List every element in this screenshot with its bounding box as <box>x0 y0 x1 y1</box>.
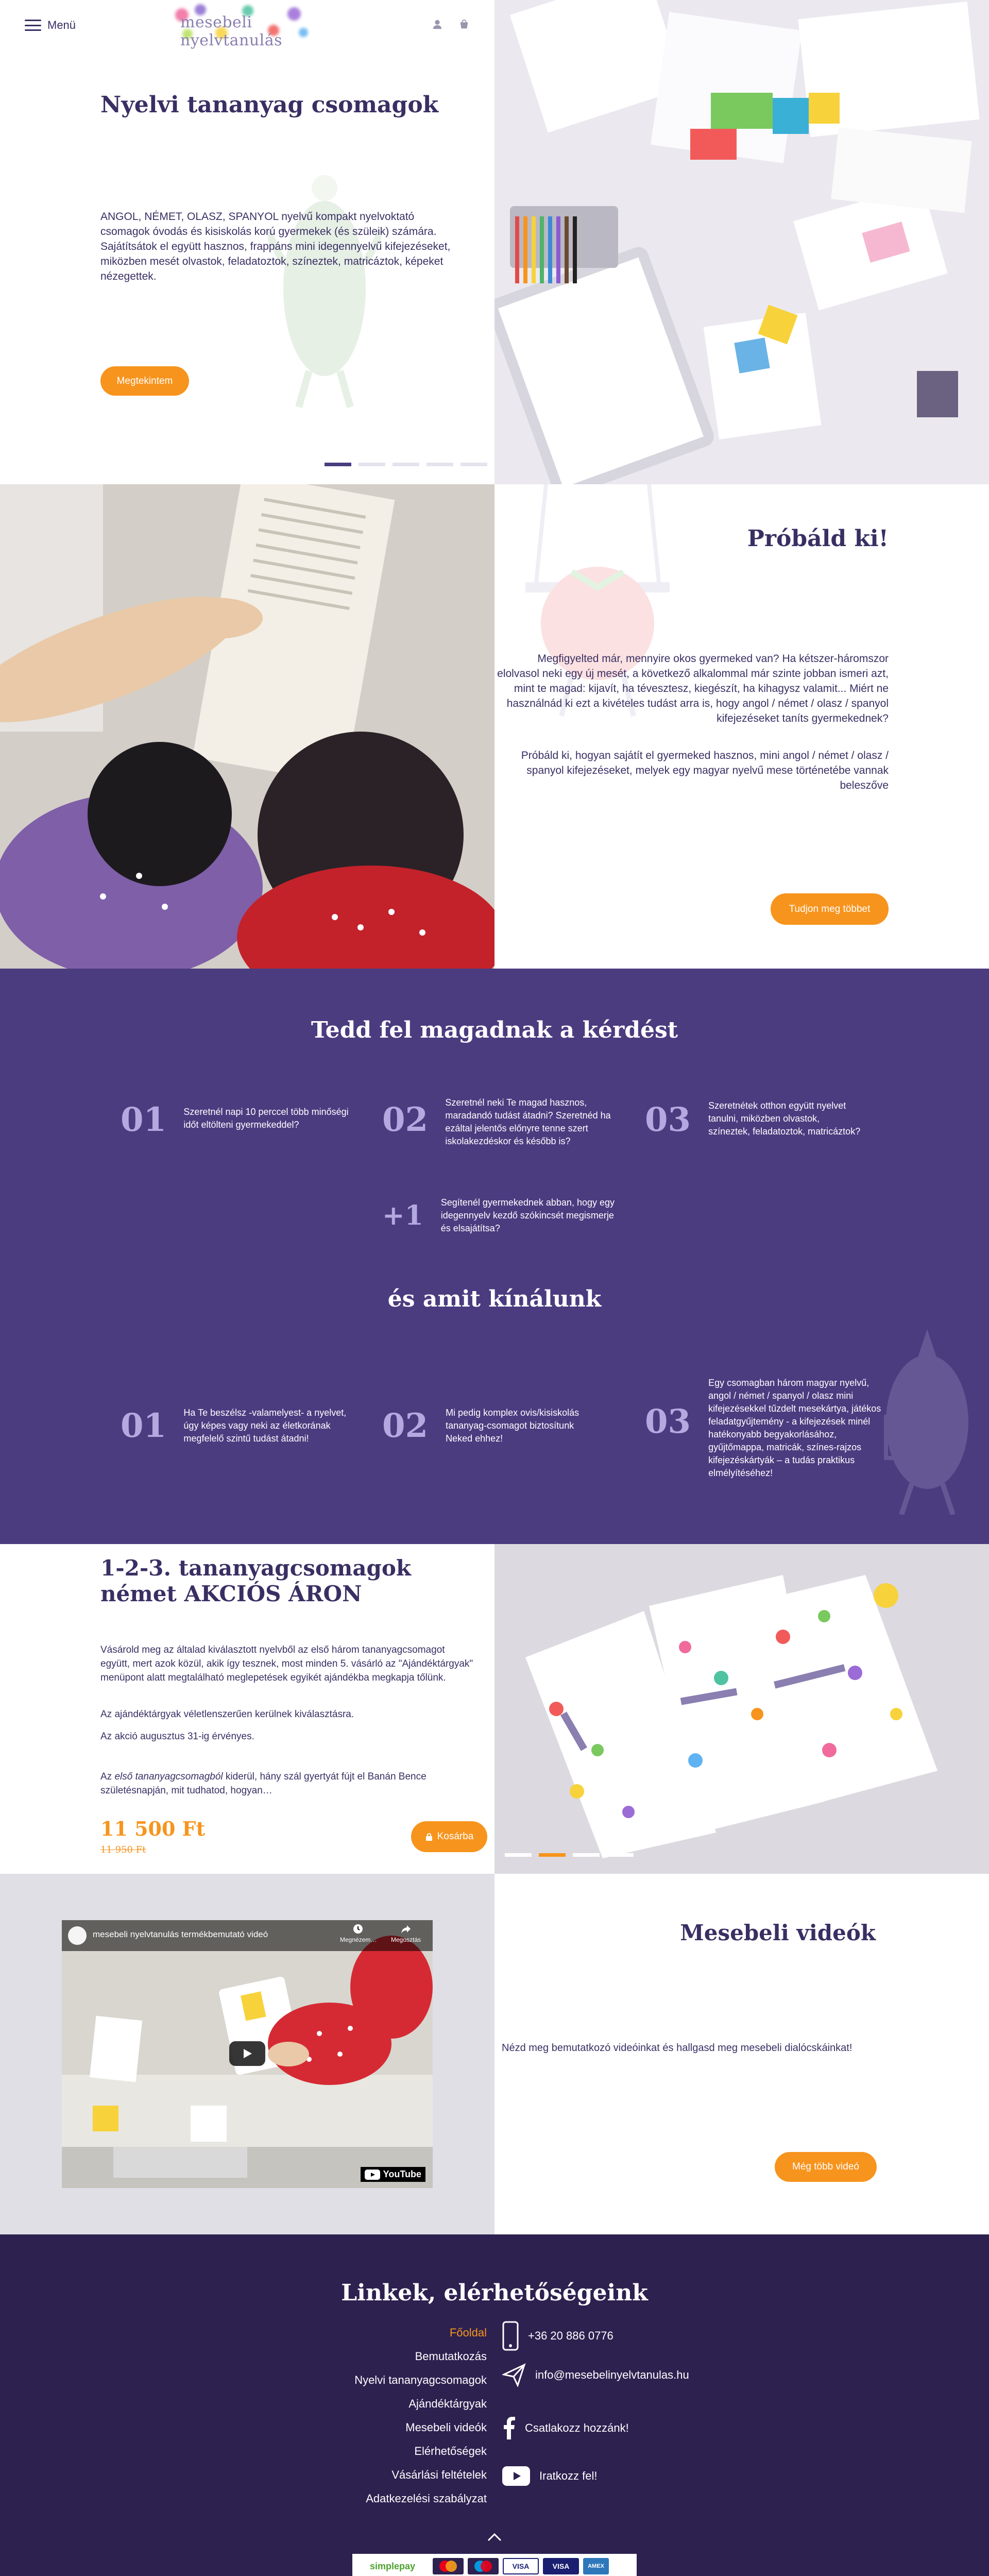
youtube-icon <box>365 2170 380 2180</box>
question-item <box>121 1100 357 1139</box>
questions-section <box>0 969 989 1544</box>
maestro-logo <box>468 2558 499 2574</box>
offer-text: Ha Te beszélsz -valamelyest- a nyelvet, úgy képes vagy neki az életkorának megfelelő szintű tudást átadni! <box>183 1408 347 1444</box>
video-top-bar <box>62 1920 433 1951</box>
footer-link-gifts[interactable]: Ajándéktárgyak <box>408 2397 487 2410</box>
questions-title: Tedd fel magadnak a kérdést <box>311 1017 678 1043</box>
youtube-logo[interactable] <box>361 2167 425 2182</box>
share-label: Megosztás <box>390 1936 421 1943</box>
more-videos-button[interactable]: Még több videó <box>775 2152 877 2182</box>
scroll-top-icon[interactable] <box>486 2532 503 2543</box>
promo-paragraph-2: Az ajándéktárgyak véletlenszerűen kerülnek kiválasztásra. <box>100 1709 354 1720</box>
footer-link-home[interactable]: Főoldal <box>449 2326 487 2339</box>
try-more-button[interactable]: Tudjon meg többet <box>771 893 889 925</box>
watch-later-button[interactable] <box>340 1923 376 1943</box>
amex-logo: AMEX <box>583 2558 609 2574</box>
promo-paragraph-4-prefix: Az <box>100 1771 115 1782</box>
menu-button[interactable] <box>25 19 76 32</box>
hero-text-panel <box>0 0 494 484</box>
hero-photo-placeholder <box>494 0 989 484</box>
hero-slider-dots[interactable] <box>325 463 487 466</box>
product-price: 11 500 Ft <box>100 1817 206 1840</box>
promo-photo-placeholder <box>494 1544 989 1874</box>
watch-later-label: Megnézem… <box>340 1936 377 1943</box>
question-number: 02 <box>382 1100 429 1139</box>
cart-icon[interactable] <box>458 19 470 30</box>
offer-number: 03 <box>645 1402 691 1441</box>
question-number: 01 <box>121 1100 167 1139</box>
question-item <box>645 1099 882 1138</box>
video-title[interactable]: mesebeli nyelvtanulás termékbemutató videó <box>93 1929 268 1939</box>
facebook-icon <box>502 2417 516 2439</box>
videos-text: Nézd meg bemutatkozó videóinkat és hallgasd meg mesebeli dialócskáinkat! <box>502 2042 852 2054</box>
slider-dot[interactable] <box>505 1853 532 1857</box>
promo-paragraph-4-italic: első tananyagcsomagból <box>114 1771 223 1782</box>
promo-image <box>494 1544 989 1874</box>
footer-link-packages[interactable]: Nyelvi tananyagcsomagok <box>354 2374 487 2386</box>
youtube-label: Iratkozz fel! <box>539 2469 598 2482</box>
footer-link-videos[interactable]: Mesebeli videók <box>405 2421 487 2434</box>
footer-youtube[interactable] <box>502 2466 597 2486</box>
add-to-cart-button[interactable] <box>411 1821 487 1852</box>
facebook-label: Csatlakozz hozzánk! <box>525 2421 629 2434</box>
slider-dot[interactable] <box>607 1853 634 1857</box>
mastercard-icon <box>436 2559 460 2573</box>
promo-paragraph-4-suffix: kiderül, hány szál gyertyát fújt el Banán Bence születésnapján, mit tudhatod, hogyan… <box>100 1771 427 1796</box>
phone-number: +36 20 886 0776 <box>528 2329 613 2342</box>
footer-title: Linkek, elérhetőségeink <box>341 2280 648 2306</box>
footer-facebook[interactable] <box>502 2417 629 2439</box>
question-number: 03 <box>645 1100 691 1139</box>
promo-slider-dots[interactable] <box>505 1853 634 1857</box>
offer-text: Mi pedig komplex ovis/kisiskolás tananyag-csomagot biztosítunk Neked ehhez! <box>446 1408 579 1444</box>
videos-title: Mesebeli videók <box>680 1920 876 1945</box>
slider-dot[interactable] <box>393 463 419 466</box>
site-header <box>0 0 494 52</box>
slider-dot[interactable] <box>539 1853 566 1857</box>
youtube-video-embed[interactable] <box>62 1920 433 2188</box>
hamburger-icon <box>25 20 41 31</box>
hero-title: Nyelvi tananyag csomagok <box>100 92 439 118</box>
question-text: Szeretnél napi 10 perccel több minőségi időt eltölteni gyermekeddel? <box>183 1107 349 1130</box>
visa-logo: VISA <box>503 2558 539 2574</box>
mastercard-logo <box>433 2558 464 2574</box>
footer-email[interactable] <box>502 2363 689 2387</box>
question-item <box>382 1196 619 1235</box>
offer-item <box>645 1377 887 1480</box>
visa-electron-logo: VISA <box>543 2558 579 2574</box>
try-image <box>0 484 494 969</box>
play-button[interactable] <box>229 2041 265 2066</box>
channel-avatar[interactable] <box>68 1926 87 1945</box>
promo-title: 1-2-3. tananyagcsomagok német AKCIÓS ÁRON <box>100 1555 412 1606</box>
hero-section <box>0 0 989 484</box>
question-item <box>382 1096 619 1148</box>
try-section <box>0 484 989 969</box>
question-text: Szeretnél neki Te magad hasznos, maradandó tudást átadni? Szeretnéd ha ezáltal jelentős előnyre tenne szert iskolakezdéskor és később is? <box>445 1097 611 1146</box>
offer-text: Egy csomagban három magyar nyelvű, angol / német / spanyol / olasz mini kifejezésekkel tűzdelt mesekártya, játékos feladatgyűjtemény - a kifejezések minél hatékonyabb begyakorlásához, gyűjtőmappa, matricák, színes-rajzos kifejezéskártyák – a tudás praktikus elmélyítéséhez! <box>708 1378 881 1478</box>
question-text: Segítenél gyermekednek abban, hogy egy idegennyelv kezdő szókincsét megismerje és elsajátítsa? <box>440 1197 615 1233</box>
try-text-panel <box>494 484 989 969</box>
footer-nav <box>354 2321 487 2511</box>
videos-section <box>0 1874 989 2234</box>
offer-item <box>382 1406 619 1445</box>
share-icon <box>400 1923 412 1935</box>
video-panel <box>0 1874 494 2234</box>
simplepay-logo: simplepay <box>369 2561 416 2571</box>
clock-icon <box>352 1923 364 1935</box>
site-logo[interactable] <box>170 2 314 49</box>
footer-phone[interactable] <box>502 2321 613 2351</box>
footer-link-contacts[interactable]: Elérhetőségek <box>414 2445 487 2458</box>
youtube-icon <box>502 2466 530 2486</box>
send-icon <box>502 2363 526 2387</box>
play-icon <box>229 2041 265 2066</box>
share-button[interactable] <box>386 1923 425 1943</box>
footer-link-privacy[interactable]: Adatkezelési szabályzat <box>366 2492 487 2505</box>
try-paragraph-2: Próbáld ki, hogyan sajátít el gyermeked hasznos, mini angol / német / olasz / spanyol kifejezéseket, melyek egy magyar nyelvű mese történetébe vannak beleszőve <box>521 750 889 791</box>
question-number: +1 <box>382 1200 423 1231</box>
add-to-cart-label: Kosárba <box>437 1831 474 1842</box>
user-icon[interactable] <box>432 19 443 30</box>
slider-dot[interactable] <box>427 463 453 466</box>
promo-text-panel <box>0 1544 494 1874</box>
phone-icon <box>502 2321 519 2351</box>
logo-text: mesebeli nyelvtanulás <box>180 13 283 49</box>
hero-image <box>494 0 989 484</box>
site-footer <box>0 2234 989 2576</box>
promo-paragraph-3: Az akció augusztus 31-ig érvényes. <box>100 1731 254 1742</box>
hero-cta-button[interactable]: Megtekintem <box>100 366 189 396</box>
offer-number: 01 <box>121 1406 167 1445</box>
offer-number: 02 <box>382 1406 429 1445</box>
footer-link-terms[interactable]: Vásárlási feltételek <box>391 2468 487 2481</box>
slider-dot[interactable] <box>461 463 487 466</box>
menu-label: Menü <box>47 19 76 31</box>
question-text: Szeretnétek otthon együtt nyelvet tanulni, miközben olvastok, színeztek, feladatoztok, matricáztok? <box>708 1100 861 1137</box>
hero-text: ANGOL, NÉMET, OLASZ, SPANYOL nyelvű kompakt nyelvoktató csomagok óvodás és kisiskolás korú gyermekek (és szüleik) számára. Sajátítsátok el együtt hasznos, frappáns mini idegennyelvű kifejezéseket, miközben mesét olvastok, feladatoztok, színeztek, matricáztok, képeket nézegettek. <box>100 211 451 282</box>
slider-dot[interactable] <box>573 1853 600 1857</box>
payment-methods <box>352 2554 637 2576</box>
offer-title: és amit kínálunk <box>387 1286 602 1312</box>
youtube-logo-text: YouTube <box>383 2169 421 2179</box>
try-paragraph-1: Megfigyelted már, mennyire okos gyermeked van? Ha kétszer-háromszor elolvasol neki egy új mesét, a következő alkalommal már szinte jobban ismeri azt, mint te magad: kijavít, ha tévesztesz, kiegészít, ha kihagysz valamit... Miért ne használnád ki ezt a kivételes tudást arra is, hogy angol / német / olasz / spanyol kifejezéseket taníts gyermekednek? <box>497 653 889 724</box>
promo-paragraph-4 <box>100 1770 476 1798</box>
email-address: info@mesebelinyelvtanulas.hu <box>535 2368 689 2381</box>
slider-dot[interactable] <box>359 463 385 466</box>
slider-dot[interactable] <box>325 463 351 466</box>
try-photo-placeholder <box>0 484 494 969</box>
promo-paragraph-1: Vásárold meg az általad kiválasztott nyelvből az első három tananyagcsomagot együtt, mert azok közül, akik így tesznek, most minden 5. vásárló az "Ajándéktárgyak" menüpont alatt megtalálható meglepetések egyikét ajándékba megkapja tőlünk. <box>100 1645 473 1683</box>
try-title: Próbáld ki! <box>747 526 889 552</box>
eggplant-watermark <box>876 1329 979 1515</box>
mascot-watermark <box>268 170 381 412</box>
maestro-icon <box>471 2559 495 2573</box>
offer-item <box>121 1406 357 1445</box>
product-old-price: 11 950 Ft <box>100 1844 146 1855</box>
promo-section <box>0 1544 989 1874</box>
footer-link-about[interactable]: Bemutatkozás <box>415 2350 487 2363</box>
lock-icon <box>425 1833 433 1841</box>
